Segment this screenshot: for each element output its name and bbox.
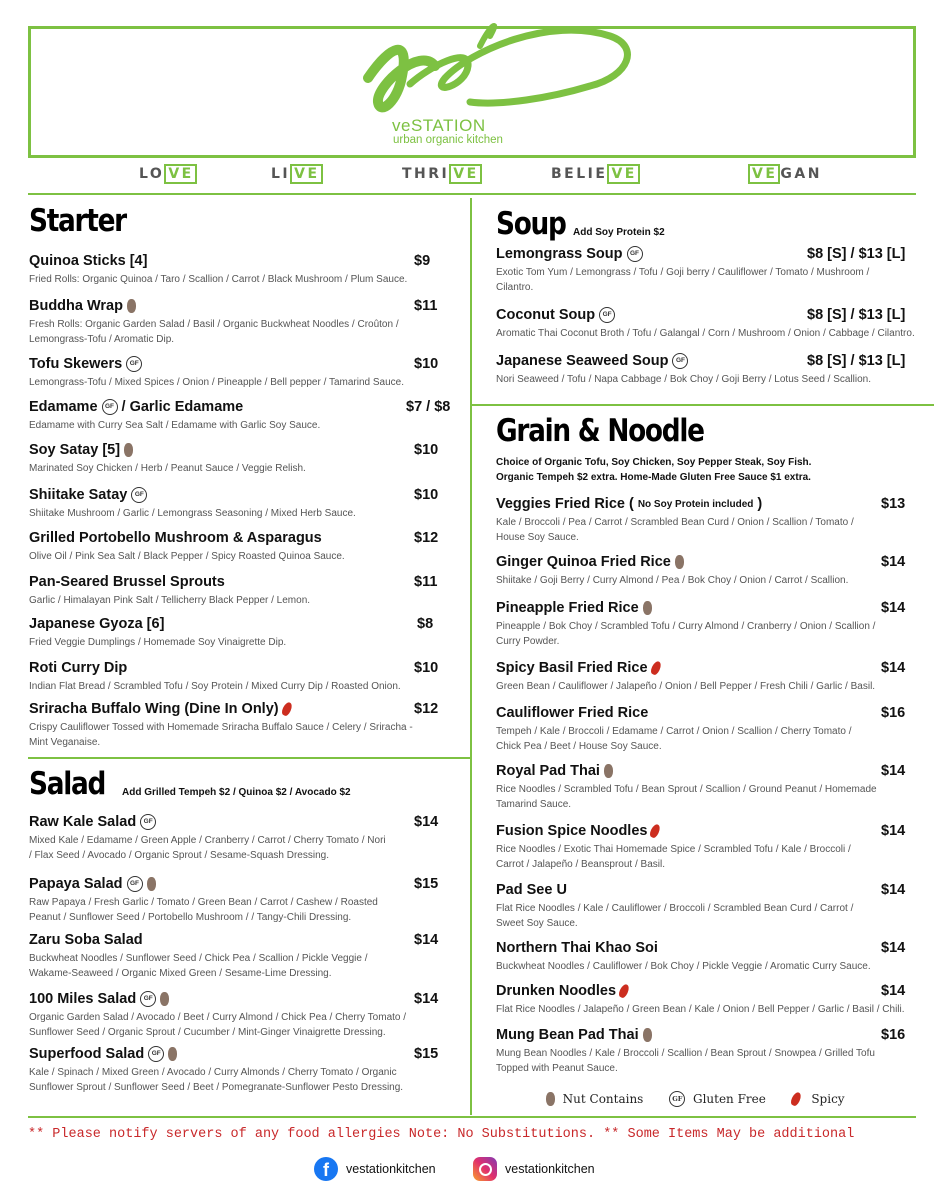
menu-item xyxy=(29,701,439,750)
grain-title: Grain & Noodle xyxy=(496,413,704,449)
item-name: Pad See U xyxy=(496,882,567,898)
salad-section xyxy=(29,766,118,802)
menu-item xyxy=(29,932,439,981)
item-name: Fusion Spice Noodles xyxy=(496,823,648,839)
item-name: Japanese Seaweed Soup xyxy=(496,353,669,369)
salad-title: Salad xyxy=(29,766,106,802)
menu-item xyxy=(29,530,439,564)
item-desc: Marinated Soy Chicken / Herb / Peanut Sauce / Veggie Relish. xyxy=(29,463,306,474)
chili-icon xyxy=(649,823,662,839)
item-desc: Lemongrass-Tofu / Mixed Spices / Onion / Pineapple / Bell pepper / Tamarind Sauce. xyxy=(29,377,405,388)
starter-title: Starter xyxy=(29,203,126,239)
nut-icon xyxy=(147,877,156,891)
item-desc: Aromatic Thai Coconut Broth / Tofu / Galangal / Corn / Mushroom / Onion / Cabbage / Cilantro. xyxy=(496,328,915,339)
tagline-vegan: VE GAN xyxy=(748,166,822,182)
chili-icon xyxy=(649,660,662,676)
item-name: Veggies Fried Rice ( xyxy=(496,496,634,512)
item-name: Drunken Noodles xyxy=(496,983,617,999)
item-name: Pan-Seared Brussel Sprouts xyxy=(29,574,225,590)
nut-icon xyxy=(675,555,684,569)
nut-icon xyxy=(643,1028,652,1042)
nut-icon xyxy=(643,601,652,615)
item-price: $14 xyxy=(881,882,906,898)
menu-item xyxy=(496,660,906,694)
nut-icon xyxy=(604,764,613,778)
brand-subtitle: urban organic kitchen xyxy=(393,134,503,146)
facebook-link[interactable] xyxy=(314,1157,436,1181)
item-name: Cauliflower Fried Rice xyxy=(496,705,649,721)
menu-item xyxy=(29,356,439,390)
item-price: $11 xyxy=(414,298,438,314)
soup-section xyxy=(496,206,578,242)
allergy-notice: ** Please notify servers of any food allergies Note: No Substitutions. ** Some Items May be additional xyxy=(28,1127,855,1142)
gluten-free-icon: GF xyxy=(599,307,615,323)
chili-icon xyxy=(617,983,630,999)
item-price: $15 xyxy=(414,1046,439,1062)
menu-item xyxy=(496,763,906,812)
item-name-suffix: ) xyxy=(757,496,763,512)
item-price: $8 xyxy=(417,616,434,632)
item-name: Sriracha Buffalo Wing (Dine In Only) xyxy=(29,701,279,717)
item-desc: Organic Garden Salad / Avocado / Beet / Curry Almond / Chick Pea / Cherry Tomato / Sunflower Seed / Organic Sprout / Cucumber / Mint-Ginger Vinaigrette Dressing. xyxy=(29,1012,407,1038)
tagline-live: LI VE xyxy=(271,166,323,182)
tagline-believe: BELIE VE xyxy=(551,166,640,182)
item-price: $14 xyxy=(881,940,906,956)
item-name: Pineapple Fried Rice xyxy=(496,600,639,616)
item-price: $12 xyxy=(414,530,439,546)
item-name: Royal Pad Thai xyxy=(496,763,600,779)
item-price: $9 xyxy=(414,253,431,269)
grain-section xyxy=(496,413,740,449)
menu-item xyxy=(496,307,916,341)
item-price: $14 xyxy=(414,991,439,1007)
chili-icon xyxy=(280,701,293,717)
item-desc: Buckwheat Noodles / Sunflower Seed / Chick Pea / Scallion / Pickle Veggie / Wakame-Seaweed / Organic Mixed Green / Sesame-Lime Dressing. xyxy=(29,953,368,979)
chili-icon xyxy=(789,1091,802,1107)
tagline-thrive: THRI VE xyxy=(402,166,482,182)
tagline-love: LO VE xyxy=(139,166,197,182)
item-price: $14 xyxy=(881,554,906,570)
item-desc: Edamame with Curry Sea Salt / Edamame with Garlic Soy Sauce. xyxy=(29,420,321,431)
gluten-free-icon: GF xyxy=(148,1046,164,1062)
item-name-suffix: / Garlic Edamame xyxy=(121,399,244,415)
item-name-note: No Soy Protein included xyxy=(637,498,754,510)
divider-vertical xyxy=(470,198,472,1115)
divider-starter-salad xyxy=(28,757,470,759)
facebook-handle: vestationkitchen xyxy=(346,1162,436,1176)
item-price: $7 / $8 xyxy=(406,399,451,415)
item-desc: Fried Veggie Dumplings / Homemade Soy Vinaigrette Dip. xyxy=(29,637,287,648)
divider-soup-grain xyxy=(472,404,934,406)
menu-item xyxy=(29,660,439,694)
item-name: Quinoa Sticks [4] xyxy=(29,253,148,269)
soup-title: Soup xyxy=(496,206,566,242)
item-name: Ginger Quinoa Fried Rice xyxy=(496,554,671,570)
item-price: $14 xyxy=(881,600,906,616)
nut-icon xyxy=(546,1092,555,1106)
gluten-free-icon: GF xyxy=(102,399,118,415)
item-price: $14 xyxy=(414,932,439,948)
gluten-free-icon: GF xyxy=(672,353,688,369)
item-name: Grilled Portobello Mushroom & Asparagus xyxy=(29,530,322,546)
divider-top xyxy=(28,193,916,195)
grain-desc-line: Choice of Organic Tofu, Soy Chicken, Soy Pepper Steak, Soy Fish. xyxy=(496,457,812,468)
item-desc: Mung Bean Noodles / Kale / Broccoli / Scallion / Bean Sprout / Snowpea / Grilled Tofu Topped with Peanut Sauce. xyxy=(496,1048,875,1074)
menu-item xyxy=(496,705,906,754)
menu-item xyxy=(29,1046,439,1095)
item-name: Coconut Soup xyxy=(496,307,596,323)
gluten-free-icon: GF xyxy=(131,487,147,503)
legend xyxy=(546,1091,845,1107)
item-desc: Kale / Broccoli / Pea / Carrot / Scrambled Bean Curd / Onion / Scallion / Tomato / House Soy Sauce. xyxy=(496,517,854,543)
item-desc: Shiitake / Goji Berry / Curry Almond / Pea / Bok Choy / Onion / Carrot / Scallion. xyxy=(496,575,849,586)
item-name: Edamame xyxy=(29,399,98,415)
item-price: $8 [S] / $13 [L] xyxy=(807,307,906,323)
menu-item xyxy=(29,253,439,287)
nut-icon xyxy=(127,299,136,313)
menu-item xyxy=(496,1027,906,1076)
item-desc: Kale / Spinach / Mixed Green / Avocado / Curry Almonds / Cherry Tomato / Organic Sunflower Sprout / Sunflower Seed / Beet / Pomegranate-Sunflower Pesto Dressing. xyxy=(29,1067,404,1093)
item-name: Shiitake Satay xyxy=(29,487,128,503)
menu-item xyxy=(29,399,451,433)
menu-item xyxy=(29,814,439,863)
item-desc: Nori Seaweed / Tofu / Napa Cabbage / Bok Choy / Goji Berry / Lotus Seed / Scallion. xyxy=(496,374,872,385)
item-desc: Flat Rice Noodles / Kale / Cauliflower / Broccoli / Scrambled Bean Curd / Carrot / Sweet Soy Sauce. xyxy=(496,903,854,929)
instagram-link[interactable] xyxy=(473,1157,595,1181)
menu-item xyxy=(29,991,439,1040)
item-price: $10 xyxy=(414,356,439,372)
grain-desc xyxy=(496,455,811,485)
menu-item xyxy=(29,487,439,521)
vestation-logo xyxy=(350,6,650,126)
item-name: Lemongrass Soup xyxy=(496,246,623,262)
menu-item xyxy=(29,616,439,650)
item-desc: Fried Rolls: Organic Quinoa / Taro / Scallion / Carrot / Black Mushroom / Plum Sauce. xyxy=(29,274,408,285)
soup-note: Add Soy Protein $2 xyxy=(573,227,665,238)
item-name: Tofu Skewers xyxy=(29,356,123,372)
item-price: $16 xyxy=(881,1027,906,1043)
item-desc: Rice Noodles / Scrambled Tofu / Bean Sprout / Scallion / Ground Peanut / Homemade Tamarind Sauce. xyxy=(496,784,877,810)
item-name: Superfood Salad xyxy=(29,1046,145,1062)
item-name: 100 Miles Salad xyxy=(29,991,137,1007)
item-price: $8 [S] / $13 [L] xyxy=(807,246,906,262)
item-price: $10 xyxy=(414,442,439,458)
menu-item xyxy=(29,298,438,347)
nut-icon xyxy=(160,992,169,1006)
menu-item xyxy=(496,496,906,545)
item-name: Northern Thai Khao Soi xyxy=(496,940,658,956)
menu-item xyxy=(496,600,906,649)
menu-item xyxy=(29,574,439,608)
item-desc: Garlic / Himalayan Pink Salt / Tellicherry Black Pepper / Lemon. xyxy=(29,595,311,606)
item-name: Buddha Wrap xyxy=(29,298,123,314)
gluten-free-icon: GF xyxy=(669,1091,685,1107)
gluten-free-icon: GF xyxy=(627,246,643,262)
legend-nut: Nut Contains xyxy=(562,1092,644,1106)
item-price: $14 xyxy=(414,814,439,830)
item-desc: Raw Papaya / Fresh Garlic / Tomato / Green Bean / Carrot / Cashew / Roasted Peanut / Sunflower Seed / Portobello Mushroom / / Tangy-Chili Dressing. xyxy=(29,897,378,923)
instagram-handle: vestationkitchen xyxy=(505,1162,595,1176)
item-name: Mung Bean Pad Thai xyxy=(496,1027,639,1043)
item-price: $11 xyxy=(414,574,438,590)
item-desc: Fresh Rolls: Organic Garden Salad / Basil / Organic Buckwheat Noodles / Croûton / Lemongrass-Tofu / Aromatic Dip. xyxy=(29,319,399,345)
item-name: Spicy Basil Fried Rice xyxy=(496,660,648,676)
menu-item xyxy=(29,876,439,925)
salad-note: Add Grilled Tempeh $2 / Quinoa $2 / Avocado $2 xyxy=(122,787,351,798)
item-price: $14 xyxy=(881,983,906,999)
item-desc: Rice Noodles / Exotic Thai Homemade Spice / Scrambled Tofu / Kale / Broccoli / Carrot / Jalapeño / Beansprout / Basil. xyxy=(496,844,851,870)
gluten-free-icon: GF xyxy=(126,356,142,372)
item-desc: Mixed Kale / Edamame / Green Apple / Cranberry / Carrot / Cherry Tomato / Nori / Flax Seed / Avocado / Organic Sprout / Sesame-Squash Dressing. xyxy=(29,835,386,861)
item-price: $12 xyxy=(414,701,439,717)
gluten-free-icon: GF xyxy=(140,814,156,830)
item-price: $10 xyxy=(414,487,439,503)
item-desc: Exotic Tom Yum / Lemongrass / Tofu / Goji berry / Cauliflower / Tomato / Mushroom / Cilantro. xyxy=(496,267,870,293)
item-desc: Shiitake Mushroom / Garlic / Lemongrass Seasoning / Mixed Herb Sauce. xyxy=(29,508,356,519)
item-price: $14 xyxy=(881,660,906,676)
item-name: Papaya Salad xyxy=(29,876,123,892)
item-desc: Pineapple / Bok Choy / Scrambled Tofu / Curry Almond / Cranberry / Onion / Scallion / Curry Powder. xyxy=(496,621,876,647)
gluten-free-icon: GF xyxy=(140,991,156,1007)
menu-item xyxy=(496,882,906,931)
menu-item xyxy=(496,983,906,1017)
menu-item xyxy=(29,442,439,476)
brand-name: veSTATION xyxy=(392,116,486,135)
instagram-icon xyxy=(473,1157,497,1181)
starter-section xyxy=(29,203,143,239)
item-price: $13 xyxy=(881,496,906,512)
facebook-icon: f xyxy=(314,1157,338,1181)
item-name: Raw Kale Salad xyxy=(29,814,137,830)
item-desc: Green Bean / Cauliflower / Jalapeño / Onion / Bell Pepper / Fresh Chili / Garlic / Basil. xyxy=(496,681,876,692)
menu-item xyxy=(496,246,906,295)
gluten-free-icon: GF xyxy=(127,876,143,892)
item-desc: Buckwheat Noodles / Cauliflower / Bok Choy / Pickle Veggie / Aromatic Curry Sauce. xyxy=(496,961,871,972)
grain-desc-line: Organic Tempeh $2 extra. Home-Made Gluten Free Sauce $1 extra. xyxy=(496,472,811,483)
item-desc: Olive Oil / Pink Sea Salt / Black Pepper / Spicy Roasted Quinoa Sauce. xyxy=(29,551,345,562)
legend-gf: Gluten Free xyxy=(692,1092,766,1106)
item-price: $15 xyxy=(414,876,439,892)
item-desc: Crispy Cauliflower Tossed with Homemade Sriracha Buffalo Sauce / Celery / Sriracha - Mint Veganaise. xyxy=(29,722,413,748)
menu-item xyxy=(496,823,906,872)
item-desc: Tempeh / Kale / Broccoli / Edamame / Carrot / Onion / Scallion / Cherry Tomato / Chick Pea / Beet / House Soy Sauce. xyxy=(496,726,852,752)
item-price: $10 xyxy=(414,660,439,676)
nut-icon xyxy=(124,443,133,457)
item-price: $14 xyxy=(881,823,906,839)
divider-bottom xyxy=(28,1116,916,1118)
item-name: Soy Satay [5] xyxy=(29,442,121,458)
menu-item xyxy=(496,554,906,588)
item-name: Roti Curry Dip xyxy=(29,660,128,676)
nut-icon xyxy=(168,1047,177,1061)
item-price: $8 [S] / $13 [L] xyxy=(807,353,906,369)
item-price: $16 xyxy=(881,705,906,721)
menu-item xyxy=(496,940,906,974)
menu-item xyxy=(496,353,916,387)
item-desc: Flat Rice Noodles / Jalapeño / Green Bean / Kale / Onion / Bell Pepper / Garlic / Basil / Chili. xyxy=(496,1004,905,1015)
item-name: Japanese Gyoza [6] xyxy=(29,616,165,632)
item-name: Zaru Soba Salad xyxy=(29,932,143,948)
legend-spicy: Spicy xyxy=(811,1092,845,1106)
item-desc: Indian Flat Bread / Scrambled Tofu / Soy Protein / Mixed Curry Dip / Roasted Onion. xyxy=(29,681,401,692)
item-price: $14 xyxy=(881,763,906,779)
